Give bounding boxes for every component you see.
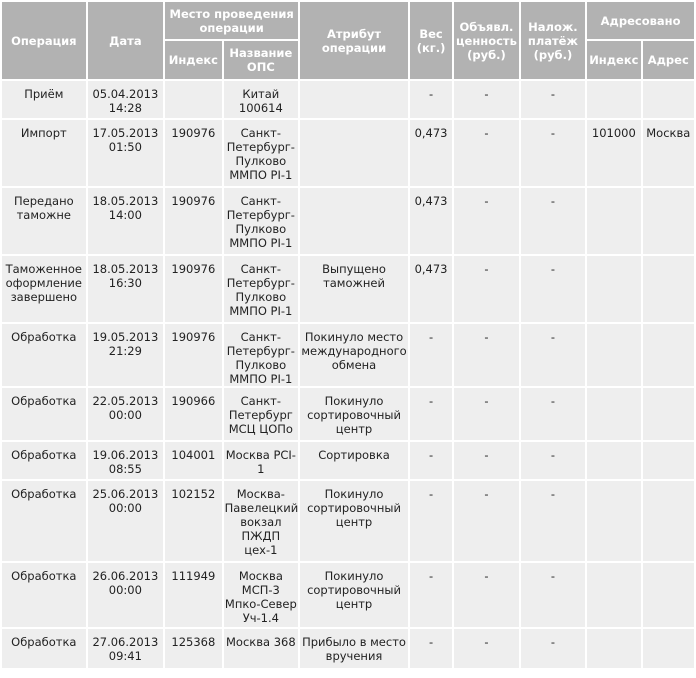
cell-weight: -: [410, 481, 452, 561]
cell-addr-address: [643, 256, 694, 322]
cell-place-index: 102152: [165, 481, 221, 561]
cell-addr-index: [587, 256, 640, 322]
table-row: [2, 324, 694, 386]
cell-addr-index: [587, 81, 640, 118]
cell-attribute: [300, 188, 408, 254]
cell-place-index: 190976: [165, 120, 221, 186]
cell-declared-value: -: [454, 81, 518, 118]
cell-declared-value: -: [454, 324, 518, 386]
cell-weight: -: [410, 442, 452, 479]
cell-attribute: Сортировка: [300, 442, 408, 479]
cell-place-index: 111949: [165, 563, 221, 627]
cell-cod: -: [521, 563, 585, 627]
header-weight: Вес (кг.): [410, 2, 452, 79]
cell-operation: Приём: [2, 81, 86, 118]
cell-weight: -: [410, 324, 452, 386]
cell-cod: -: [521, 481, 585, 561]
header-cod: Налож. платёж (руб.): [521, 2, 585, 79]
cell-addr-address: [643, 188, 694, 254]
cell-declared-value: -: [454, 388, 518, 440]
cell-date: 17.05.2013 01:50: [88, 120, 164, 186]
cell-declared-value: -: [454, 629, 518, 668]
cell-place-name: Санкт-Петербург-Пулково ММПО PI-1: [224, 120, 299, 186]
cell-place-name: Санкт-Петербург МСЦ ЦОПо: [224, 388, 299, 440]
cell-weight: 0,473: [410, 188, 452, 254]
cell-date: 18.05.2013 14:00: [88, 188, 164, 254]
header-attribute: Атрибут операции: [300, 2, 408, 79]
cell-addr-index: [587, 388, 640, 440]
header-place-name: Название ОПС: [224, 41, 299, 79]
cell-place-index: 104001: [165, 442, 221, 479]
cell-date: 25.06.2013 00:00: [88, 481, 164, 561]
cell-addr-index: [587, 563, 640, 627]
header-date: Дата: [88, 2, 164, 79]
cell-cod: -: [521, 388, 585, 440]
cell-declared-value: -: [454, 256, 518, 322]
cell-operation: Таможенное оформление завершено: [2, 256, 86, 322]
cell-cod: -: [521, 188, 585, 254]
header-addr-address: Адрес: [643, 41, 694, 79]
cell-place-index: 190976: [165, 188, 221, 254]
table-row: [2, 388, 694, 440]
cell-declared-value: -: [454, 188, 518, 254]
cell-cod: -: [521, 629, 585, 668]
cell-attribute: Покинуло сортировочный центр: [300, 388, 408, 440]
cell-addr-address: [643, 563, 694, 627]
cell-addr-index: [587, 188, 640, 254]
cell-addr-index: [587, 629, 640, 668]
cell-attribute: Покинуло сортировочный центр: [300, 563, 408, 627]
cell-declared-value: -: [454, 481, 518, 561]
cell-date: 19.06.2013 08:55: [88, 442, 164, 479]
cell-operation: Обработка: [2, 324, 86, 386]
cell-operation: Обработка: [2, 388, 86, 440]
cell-date: 19.05.2013 21:29: [88, 324, 164, 386]
cell-addr-address: [643, 388, 694, 440]
cell-declared-value: -: [454, 120, 518, 186]
cell-attribute: Покинуло место международного обмена: [300, 324, 408, 386]
cell-addr-address: [643, 442, 694, 479]
cell-place-name: Москва МСП-3 Мпко-Север Уч-1.4: [224, 563, 299, 627]
cell-attribute: Покинуло сортировочный центр: [300, 481, 408, 561]
cell-place-index: 190966: [165, 388, 221, 440]
cell-weight: -: [410, 81, 452, 118]
cell-cod: -: [521, 120, 585, 186]
cell-place-name: Санкт-Петербург-Пулково ММПО PI-1: [224, 256, 299, 322]
cell-weight: -: [410, 629, 452, 668]
cell-place-name: Москва-Павелецкий вокзал ПЖДП цех-1: [224, 481, 299, 561]
header-addressed: Адресовано: [587, 2, 694, 39]
table-row: [2, 442, 694, 479]
cell-declared-value: -: [454, 563, 518, 627]
cell-attribute: Прибыло в место вручения: [300, 629, 408, 668]
cell-date: 05.04.2013 14:28: [88, 81, 164, 118]
table-row: [2, 81, 694, 118]
cell-operation: Обработка: [2, 442, 86, 479]
cell-place-name: Москва PCI-1: [224, 442, 299, 479]
table-row: [2, 120, 694, 186]
cell-date: 18.05.2013 16:30: [88, 256, 164, 322]
cell-weight: 0,473: [410, 256, 452, 322]
cell-attribute: Выпущено таможней: [300, 256, 408, 322]
cell-addr-address: Москва: [643, 120, 694, 186]
cell-cod: -: [521, 324, 585, 386]
cell-declared-value: -: [454, 442, 518, 479]
cell-addr-address: [643, 324, 694, 386]
cell-addr-address: [643, 481, 694, 561]
cell-operation: Импорт: [2, 120, 86, 186]
cell-operation: Обработка: [2, 481, 86, 561]
table-row: [2, 256, 694, 322]
cell-operation: Обработка: [2, 629, 86, 668]
table-row: [2, 563, 694, 627]
cell-place-index: 125368: [165, 629, 221, 668]
cell-place-name: Санкт-Петербург-Пулково ММПО PI-1: [224, 324, 299, 386]
table-row: [2, 188, 694, 254]
header-place-index: Индекс: [165, 41, 221, 79]
cell-addr-index: [587, 324, 640, 386]
cell-place-index: 190976: [165, 324, 221, 386]
cell-addr-index: [587, 442, 640, 479]
header-place: Место проведения операции: [165, 2, 298, 39]
cell-date: 27.06.2013 09:41: [88, 629, 164, 668]
cell-addr-address: [643, 81, 694, 118]
cell-date: 22.05.2013 00:00: [88, 388, 164, 440]
cell-addr-index: 101000: [587, 120, 640, 186]
cell-date: 26.06.2013 00:00: [88, 563, 164, 627]
cell-place-index: 190976: [165, 256, 221, 322]
cell-operation: Передано таможне: [2, 188, 86, 254]
cell-weight: -: [410, 563, 452, 627]
cell-cod: -: [521, 442, 585, 479]
cell-weight: -: [410, 388, 452, 440]
cell-attribute: [300, 81, 408, 118]
cell-addr-index: [587, 481, 640, 561]
table-row: [2, 629, 694, 668]
cell-cod: -: [521, 81, 585, 118]
header-operation: Операция: [2, 2, 86, 79]
cell-operation: Обработка: [2, 563, 86, 627]
cell-place-name: Москва 368: [224, 629, 299, 668]
table-row: [2, 481, 694, 561]
header-declared-value: Объявл. ценность (руб.): [454, 2, 518, 79]
cell-place-name: Китай 100614: [224, 81, 299, 118]
header-addr-index: Индекс: [587, 41, 640, 79]
cell-attribute: [300, 120, 408, 186]
cell-place-name: Санкт-Петербург-Пулково ММПО PI-1: [224, 188, 299, 254]
cell-weight: 0,473: [410, 120, 452, 186]
cell-cod: -: [521, 256, 585, 322]
cell-addr-address: [643, 629, 694, 668]
cell-place-index: [165, 81, 221, 118]
